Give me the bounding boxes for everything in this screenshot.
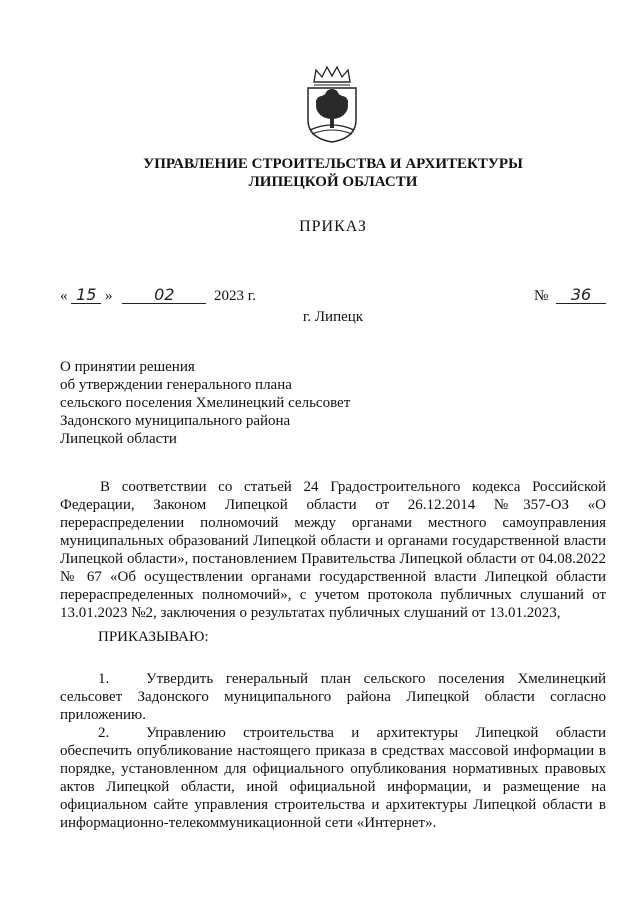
subject-line: сельского поселения Хмелинецкий сельсовет	[60, 395, 351, 411]
date-close-quote: »	[105, 288, 113, 304]
document-number	[534, 287, 606, 305]
order-items	[60, 670, 606, 832]
subject-line: Липецкой области	[60, 431, 177, 447]
date-open-quote: «	[60, 288, 68, 304]
order-item-text: Утвердить генеральный план сельского поселения Хмелинецкий сельсовет Задонского муниципального района Липецкой области согласно приложению.	[60, 671, 606, 723]
preamble	[60, 478, 606, 622]
order-word: ПРИКАЗЫВАЮ:	[98, 629, 209, 645]
date-month: 02	[122, 287, 206, 304]
city: г. Липецк	[302, 309, 364, 325]
order-item	[60, 670, 606, 724]
subject-line: об утверждении генерального плана	[60, 377, 292, 393]
organization-name: УПРАВЛЕНИЕ СТРОИТЕЛЬСТВА И АРХИТЕКТУРЫ	[143, 156, 523, 172]
order-item-number: 2.	[98, 725, 110, 741]
preamble-text: В соответствии со статьей 24 Градостроительного кодекса Российской Федерации, Законом Липецкой области от 26.12.2014 №357-ОЗ «О перераспределении полномочий между органами местного самоуправления муниципальных образований Липецкой области и органами государственной власти Липецкой области», постановлением Правительства Липецкой области от 04.08.2022 № 67 «Об осуществлении органами государственной власти Липецкой области перераспределенных полномочий», с учетом протокола публичных слушаний от 13.01.2023 №2, заключения о результатах публичных слушаний от 13.01.2023,	[60, 479, 606, 621]
document-type: ПРИКАЗ	[299, 218, 367, 235]
date-year: 2023 г.	[214, 288, 256, 304]
subject-line: Задонского муниципального района	[60, 413, 291, 429]
order-item-text: Управлению строительства и архитектуры Липецкой области обеспечить опубликование настоящего приказа в средствах массовой информации в порядке, установленном для официального опубликования нормативных правовых актов Липецкой области, иной официальной информации, и размещение на официальном сайте управления строительства и архитектуры Липецкой области в информационно-телекоммуникационной сети «Интернет».	[60, 725, 606, 831]
number-value: 36	[556, 287, 606, 304]
subject-line: О принятии решения	[60, 359, 195, 375]
lipetsk-coat-of-arms-icon	[300, 64, 364, 144]
date-day: 15	[71, 287, 101, 304]
order-item	[60, 724, 606, 832]
number-label: №	[533, 288, 549, 304]
organization-region: ЛИПЕЦКОЙ ОБЛАСТИ	[248, 174, 418, 190]
subject-block	[60, 358, 350, 448]
date-line	[60, 287, 606, 307]
order-item-number: 1.	[98, 671, 110, 687]
